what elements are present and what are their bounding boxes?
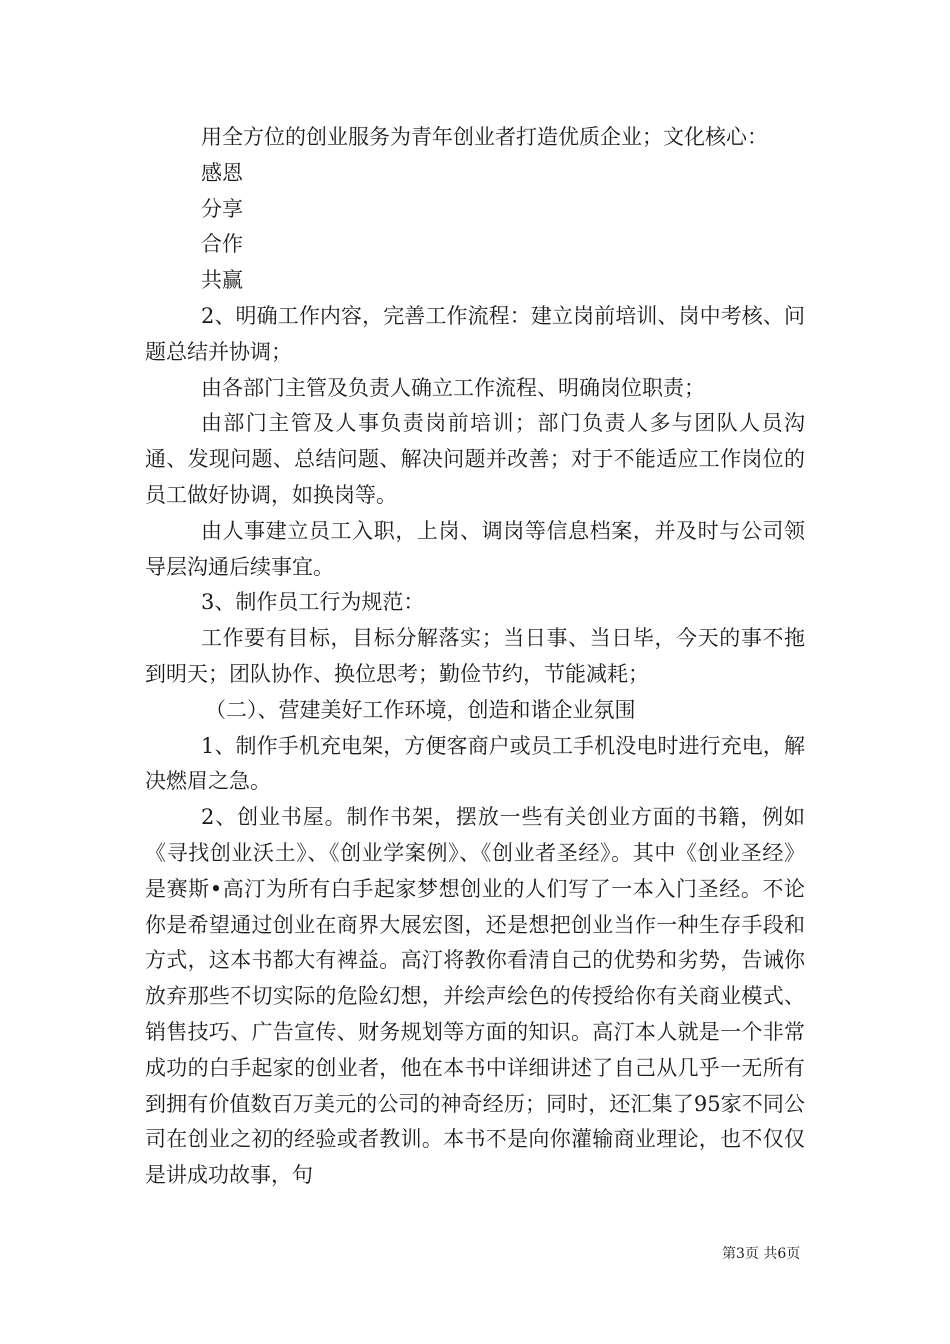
paragraph: 1、制作手机充电架，方便客商户或员工手机没电时进行充电，解决燃眉之急。 (145, 733, 805, 794)
paragraph: 2、创业书屋。制作书架，摆放一些有关创业方面的书籍，例如《寻找创业沃土》、《创业学案例》、《创业者圣经》。其中《创业圣经》是赛斯•高汀为所有白手起家梦想创业的人们写了一本入门圣经。不论你是希望通过创业在商界大展宏图，还是想把创业当作一种生存手段和方式，这本书都大有裨益。高汀将教你看清自己的优势和劣势，告诫你放弃那些不切实际的危险幻想，并绘声绘色的传授给你有关商业模式、销售技巧、广告宣传、财务规划等方面的知识。高汀本人就是一个非常成功的白手起家的创业者，他在本书中详细讲述了自己从几乎一无所有到拥有价值数百万美元的公司的神奇经历；同时，还汇集了95家不同公司在创业之初的经验或者教训。本书不是向你灌输商业理论，也不仅仅是讲成功故事，句 (145, 805, 805, 1188)
paragraph: 分享 (201, 196, 243, 221)
paragraph: 2、明确工作内容，完善工作流程：建立岗前培训、岗中考核、问题总结并协调； (145, 303, 805, 364)
footer-total-pages: 6 (777, 1246, 787, 1262)
document-body (145, 120, 805, 1194)
footer-suffix: 页 (786, 1246, 801, 1262)
page-number-footer (722, 1245, 800, 1263)
footer-middle: 页 共 (744, 1246, 778, 1262)
footer-current-page: 3 (736, 1246, 745, 1262)
paragraph: 工作要有目标，目标分解落实；当日事、当日毕，今天的事不拖到明天；团队协作、换位思考；勤俭节约，节能减耗； (145, 626, 805, 686)
paragraph: 用全方位的创业服务为青年创业者打造优质企业；文化核心： (201, 125, 768, 149)
section-heading: （二）、营建美好工作环境，创造和谐企业氛围 (205, 697, 636, 722)
paragraph: 合作 (201, 232, 243, 257)
paragraph: 由部门主管及人事负责岗前培训；部门负责人多与团队人员沟通、发现问题、总结问题、解决问题并改善；对于不能适应工作岗位的员工做好协调，如换岗等。 (145, 411, 805, 507)
footer-prefix: 第 (722, 1246, 736, 1262)
paragraph: 共赢 (201, 268, 243, 293)
paragraph: 由人事建立员工入职，上岗、调岗等信息档案，并及时与公司领导层沟通后续事宜。 (145, 518, 805, 579)
paragraph: 由各部门主管及负责人确立工作流程、明确岗位职责； (201, 375, 705, 400)
paragraph: 感恩 (201, 160, 243, 185)
paragraph: 3、制作员工行为规范： (201, 590, 425, 615)
